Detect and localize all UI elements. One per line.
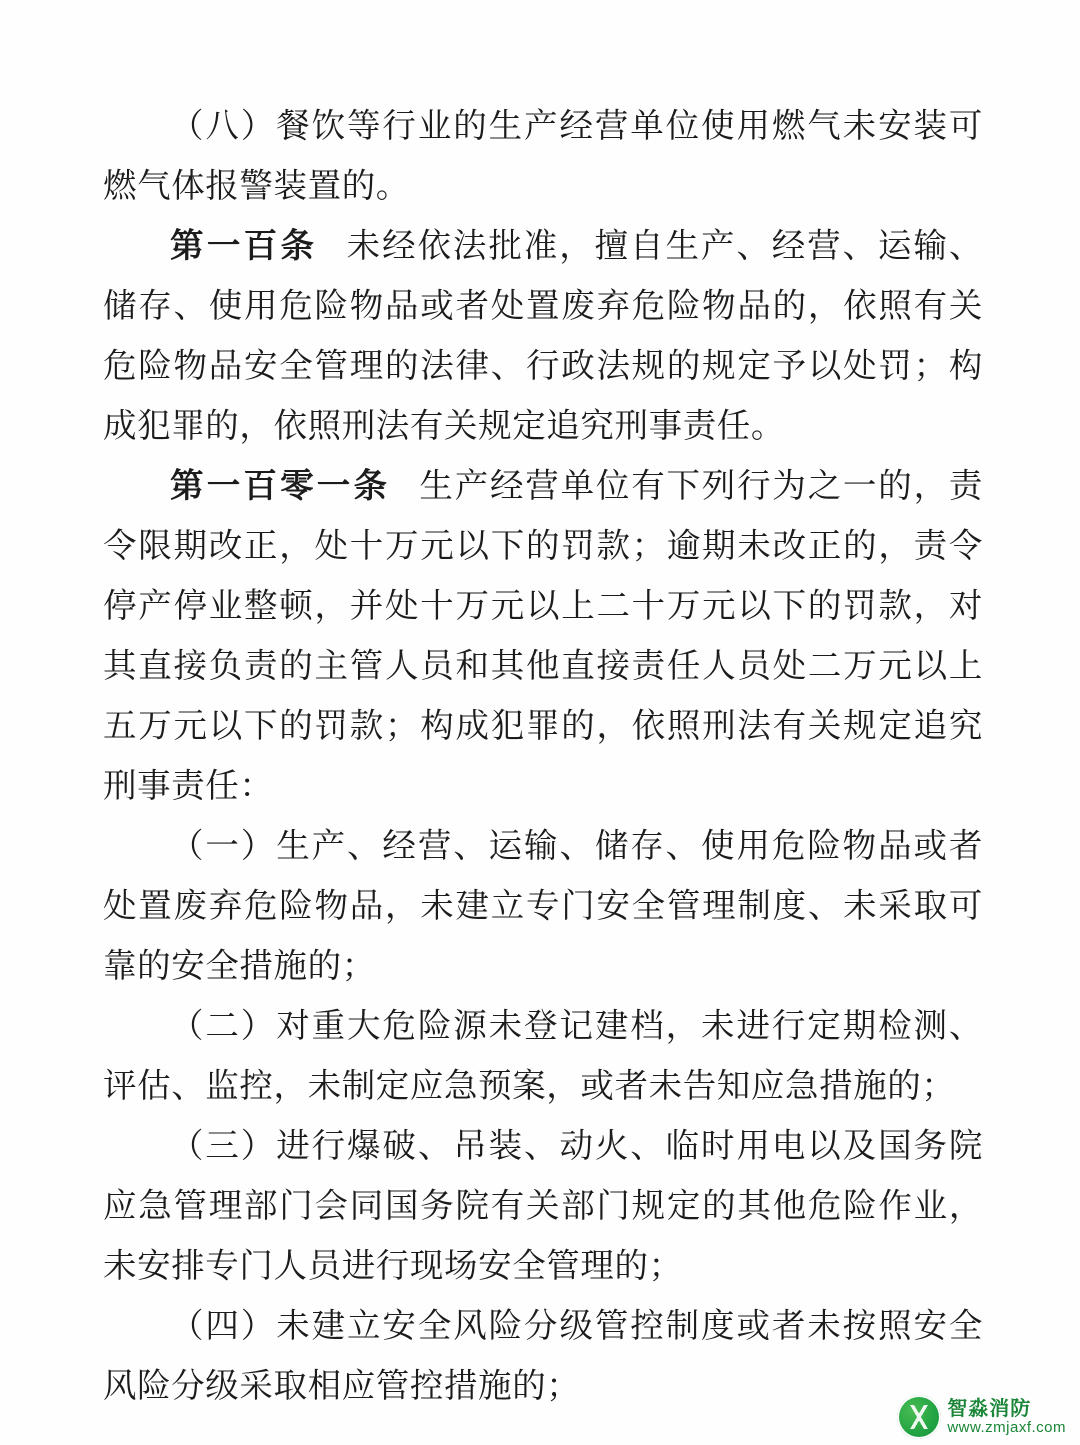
paragraph-text: （二）对重大危险源未登记建档，未进行定期检测、评估、监控，未制定应急预案，或者未告知应急措施的； <box>103 1006 983 1105</box>
paragraph-item-one <box>103 816 983 996</box>
paragraph-article-101 <box>103 456 983 816</box>
watermark-url: www.zmjaxf.com <box>947 1418 1066 1436</box>
paragraph-text: （八）餐饮等行业的生产经营单位使用燃气未安装可燃气体报警装置的。 <box>103 106 983 205</box>
watermark-text <box>947 1399 1066 1436</box>
paragraph-text: （三）进行爆破、吊装、动火、临时用电以及国务院应急管理部门会同国务院有关部门规定的其他危险作业，未安排专门人员进行现场安全管理的； <box>103 1126 983 1285</box>
paragraph-item-four <box>103 1296 983 1416</box>
paragraph-text: 未经依法批准，擅自生产、经营、运输、储存、使用危险物品或者处置废弃危险物品的，依照有关危险物品安全管理的法律、行政法规的规定予以处罚；构成犯罪的，依照刑法有关规定追究刑事责任。 <box>103 226 983 445</box>
paragraph-text: （一）生产、经营、运输、储存、使用危险物品或者处置废弃危险物品，未建立专门安全管理制度、未采取可靠的安全措施的； <box>103 826 983 985</box>
article-heading: 第一百零一条 <box>170 466 391 505</box>
paragraph-text: 生产经营单位有下列行为之一的，责令限期改正，处十万元以下的罚款；逾期未改正的，责令停产停业整顿，并处十万元以上二十万元以下的罚款，对其直接负责的主管人员和其他直接责任人员处二万元以上五万元以下的罚款；构成犯罪的，依照刑法有关规定追究刑事责任： <box>103 466 983 805</box>
paragraph-item-eight <box>103 96 983 216</box>
paragraph-item-two <box>103 996 983 1116</box>
leaf-shield-icon <box>897 1395 941 1439</box>
document-body <box>103 96 983 1416</box>
paragraph-text: （四）未建立安全风险分级管控制度或者未按照安全风险分级采取相应管控措施的； <box>103 1306 983 1405</box>
paragraph-article-100 <box>103 216 983 456</box>
article-heading: 第一百条 <box>170 226 318 265</box>
watermark <box>897 1395 1066 1439</box>
paragraph-item-three <box>103 1116 983 1296</box>
watermark-title: 智淼消防 <box>947 1397 1032 1420</box>
